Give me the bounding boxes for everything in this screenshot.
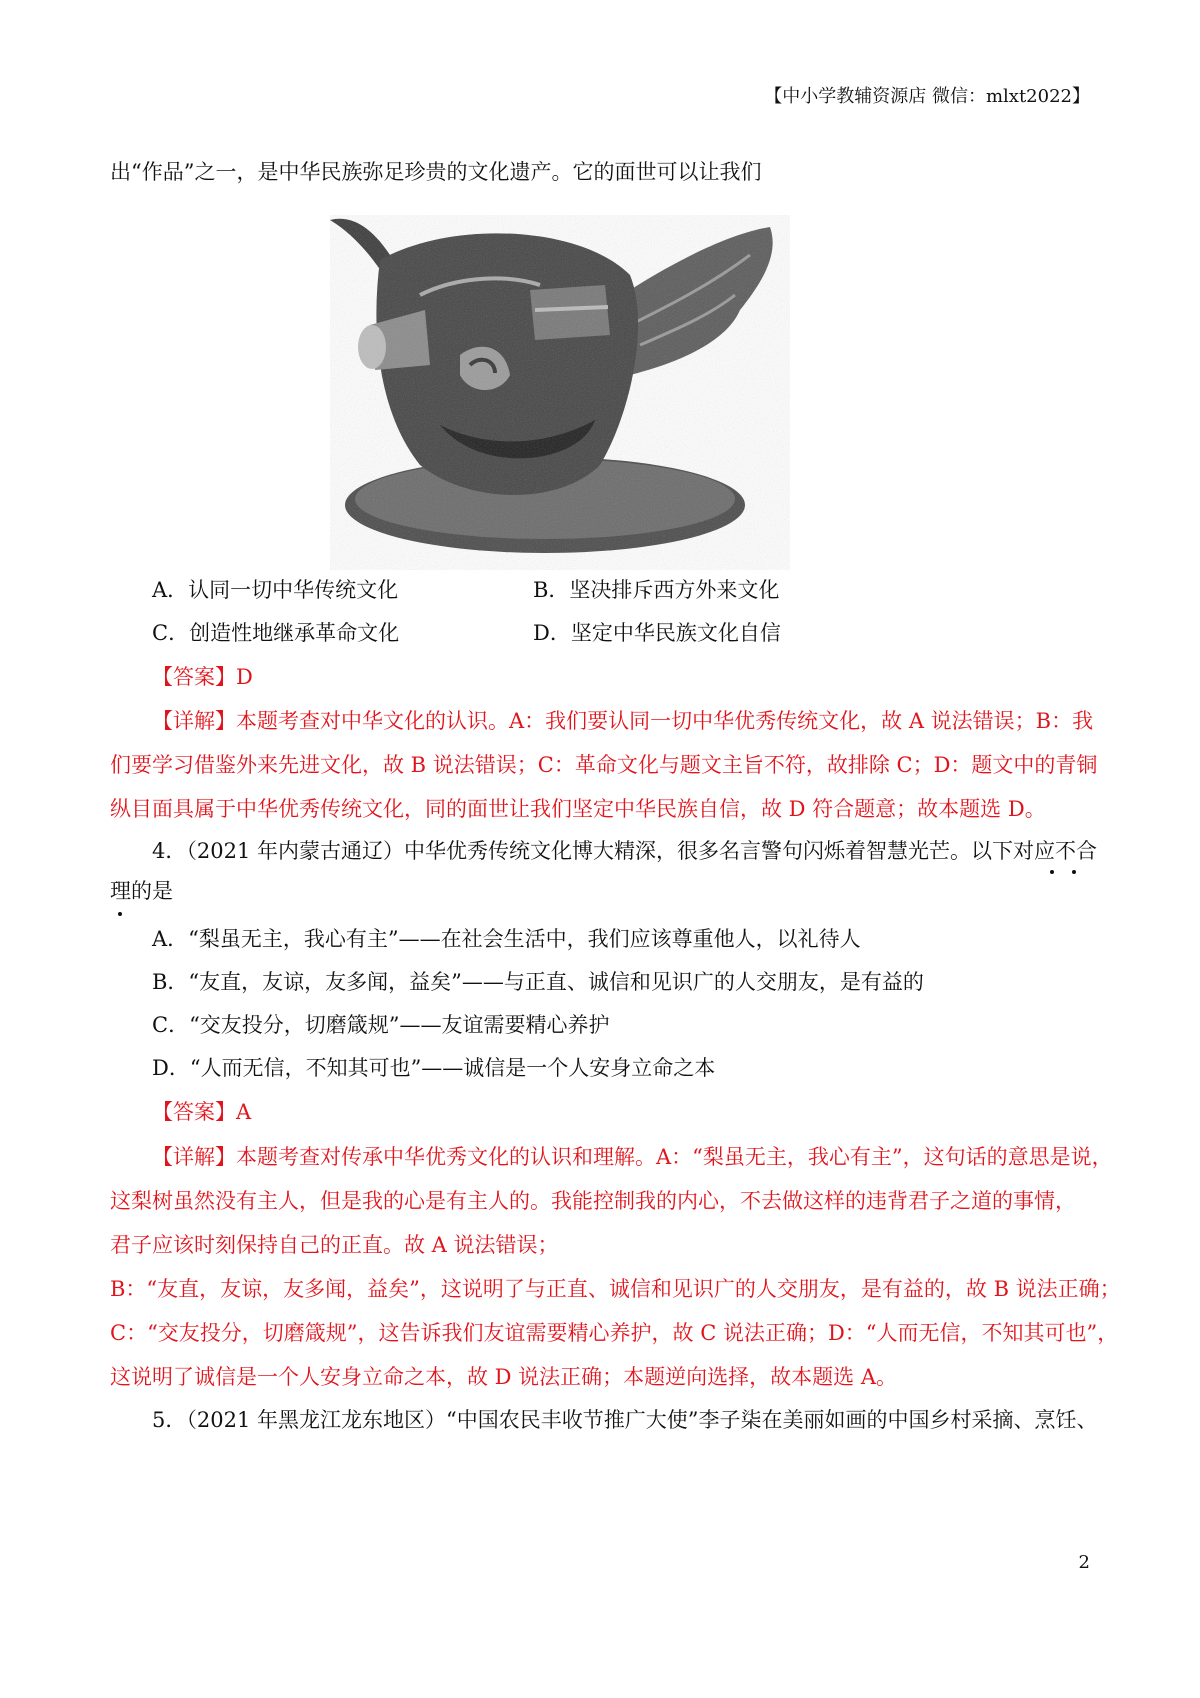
- emphasis-dot: [1072, 870, 1076, 874]
- q4-analysis-line-2: 这梨树虽然没有主人，但是我的心是有主人的。我能控制我的内心，不去做这样的违背君子之道的事情，: [110, 1189, 1076, 1213]
- q3-analysis-line-2: 们要学习借鉴外来先进文化，故 B 说法错误；C：革命文化与题文主旨不符，故排除 C；D：题文中的青铜: [110, 753, 1098, 777]
- question-4-stem-line-2: 理的是: [110, 879, 173, 903]
- q4-answer: 【答案】A: [152, 1100, 252, 1124]
- q3-option-c: C．创造性地继承革命文化: [152, 621, 400, 645]
- q3-answer: 【答案】D: [152, 665, 253, 689]
- question-5-stem: 5．（2021 年黑龙江龙东地区）“中国农民丰收节推广大使”李子柒在美丽如画的中国乡村采摘、烹饪、: [152, 1408, 1098, 1432]
- q4-option-c: C．“交友投分，切磨箴规”——友谊需要精心养护: [152, 1013, 610, 1037]
- question-3-intro: 出“作品”之一，是中华民族弥足珍贵的文化遗产。它的面世可以让我们: [110, 160, 762, 184]
- q3-analysis-line-3: 纵目面具属于中华优秀传统文化，同的面世让我们坚定中华民族自信，故 D 符合题意；故本题选 D。: [110, 797, 1046, 821]
- page-header: 【中小学教辅资源店 微信：mlxt2022】: [764, 86, 1090, 107]
- q4-analysis-line-6: 这说明了诚信是一个人安身立命之本，故 D 说法正确；本题逆向选择，故本题选 A。: [110, 1365, 898, 1389]
- page-number: 2: [1078, 1552, 1090, 1573]
- bronze-mask-icon: [330, 215, 790, 570]
- q4-analysis-line-5: C：“交友投分，切磨箴规”，这告诉我们友谊需要精心养护，故 C 说法正确；D：“人而无信，不知其可也”，: [110, 1321, 1119, 1345]
- q4-analysis-line-4: B：“友直，友谅，友多闻，益矣”，这说明了与正直、诚信和见识广的人交朋友，是有益的，故 B 说法正确；: [110, 1277, 1121, 1301]
- q4-analysis-line-3: 君子应该时刻保持自己的正直。故 A 说法错误；: [110, 1233, 559, 1257]
- q3-option-b: B．坚决排斥西方外来文化: [533, 578, 780, 602]
- q4-option-d: D．“人而无信，不知其可也”——诚信是一个人安身立命之本: [152, 1056, 716, 1080]
- question-4-stem-line-1: 4．（2021 年内蒙古通辽）中华优秀传统文化博大精深，很多名言警句闪烁着智慧光芒。以下对应不合: [152, 839, 1097, 863]
- q3-option-a: A．认同一切中华传统文化: [152, 578, 399, 602]
- q4-option-a: A．“梨虽无主，我心有主”——在社会生活中，我们应该尊重他人，以礼待人: [152, 927, 861, 951]
- q3-analysis-line-1: 【详解】本题考查对中华文化的认识。A：我们要认同一切中华优秀传统文化，故 A 说法错误；B：我: [152, 709, 1094, 733]
- bronze-mask-figure: [330, 215, 790, 570]
- q4-option-b: B．“友直，友谅，友多闻，益矣”——与正直、诚信和见识广的人交朋友，是有益的: [152, 970, 924, 994]
- emphasis-dot: [1050, 870, 1054, 874]
- q3-option-d: D．坚定中华民族文化自信: [533, 621, 781, 645]
- emphasis-dot: [118, 912, 122, 916]
- q4-analysis-line-1: 【详解】本题考查对传承中华优秀文化的认识和理解。A：“梨虽无主，我心有主”，这句话的意思是说，: [152, 1145, 1113, 1169]
